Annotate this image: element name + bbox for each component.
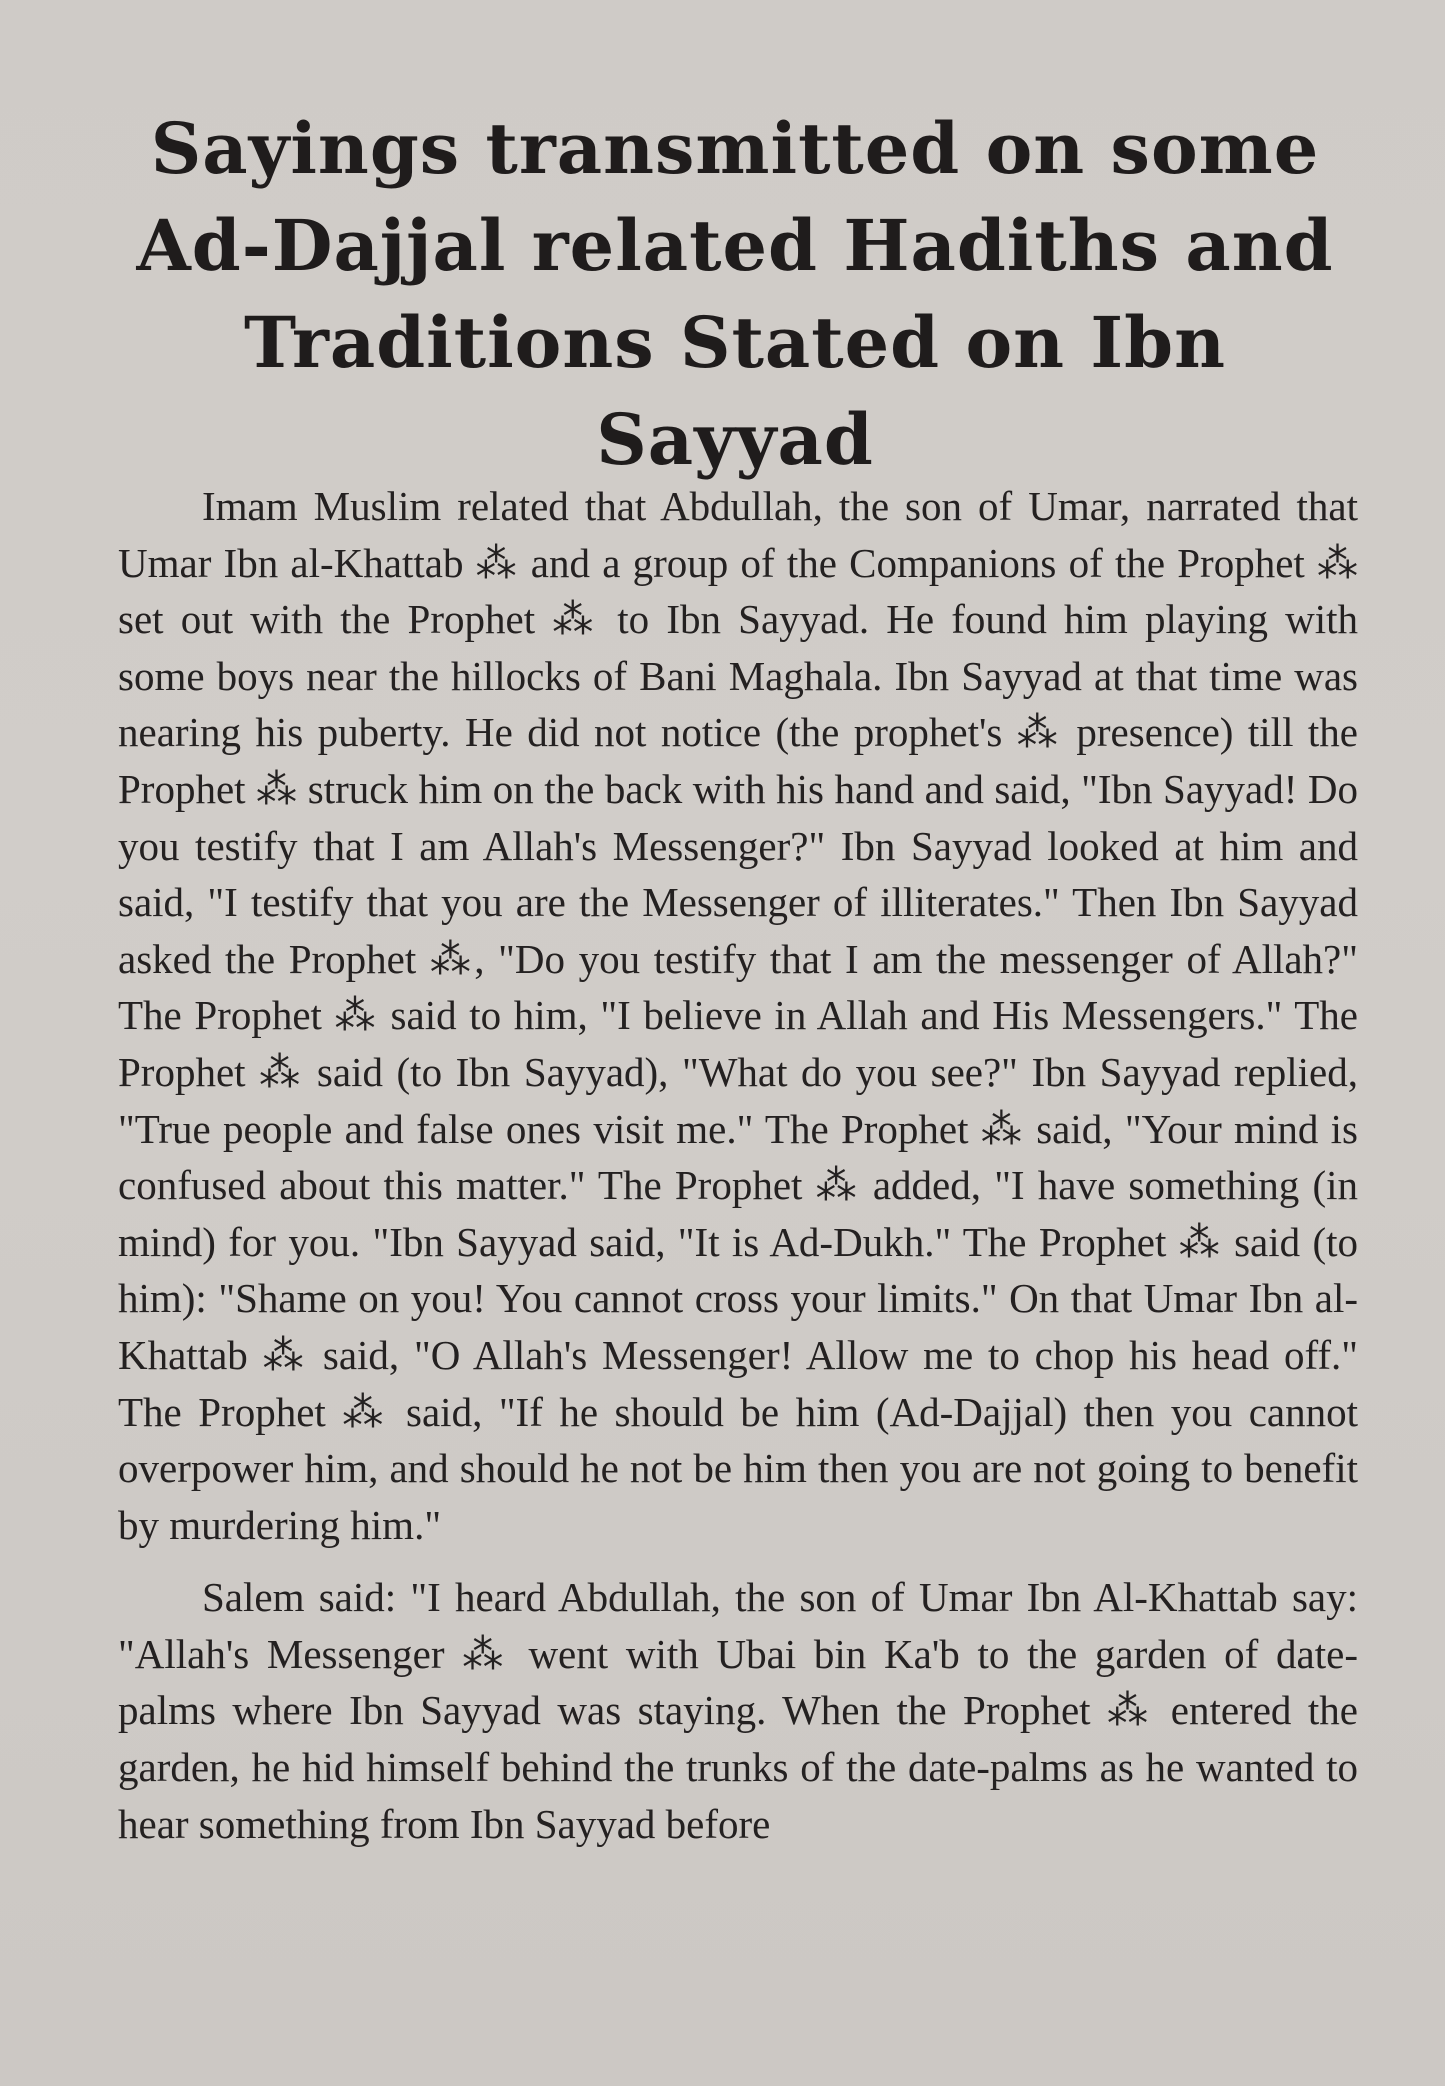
chapter-title: Sayings transmitted on some Ad-Dajjal related Hadiths and Traditions Stated on Ibn Sayyad xyxy=(136,107,1334,481)
paragraph-salem: Salem said: "I heard Abdullah, the son of Umar Ibn Al-Khattab say: "Allah's Messenger ⁂ went with Ubai bin Ka'b to the garden of date-palms where Ibn Sayyad was staying. When the Prophet ⁂ entered the garden, he hid himself behind the trunks of the date-palms as he wanted to hear something from Ibn Sayyad before xyxy=(118,1574,1358,1847)
paragraph-imam-muslim: Imam Muslim related that Abdullah, the son of Umar, narrated that Umar Ibn al-Khattab ⁂ and a group of the Companions of the Prophet ⁂ set out with the Prophet ⁂ to Ibn Sayyad. He found him playing with some boys near the hillocks of Bani Maghala. Ibn Sayyad at that time was nearing his puberty. He did not notice (the prophet's ⁂ presence) till the Prophet ⁂ struck him on the back with his hand and said, "Ibn Sayyad! Do you testify that I am Allah's Messenger?" Ibn Sayyad looked at him and said, "I testify that you are the Messenger of illiterates." Then Ibn Sayyad asked the Prophet ⁂, "Do you testify that I am the messenger of Allah?" The Prophet ⁂ said to him, "I believe in Allah and His Messengers." The Prophet ⁂ said (to Ibn Sayyad), "What do you see?" Ibn Sayyad replied, "True people and false ones visit me." The Prophet ⁂ said, "Your mind is confused about this matter." The Prophet ⁂ added, "I have something (in mind) for you. "Ibn Sayyad said, "It is Ad-Dukh." The Prophet ⁂ said (to him): "Shame on you! You cannot cross your limits." On that Umar Ibn al-Khattab ⁂ said, "O Allah's Messenger! Allow me to chop his head off." The Prophet ⁂ said, "If he should be him (Ad-Dajjal) then you cannot overpower him, and should he not be him then you are not going to benefit by murdering him." xyxy=(118,483,1358,1548)
body-text xyxy=(118,478,1358,1852)
